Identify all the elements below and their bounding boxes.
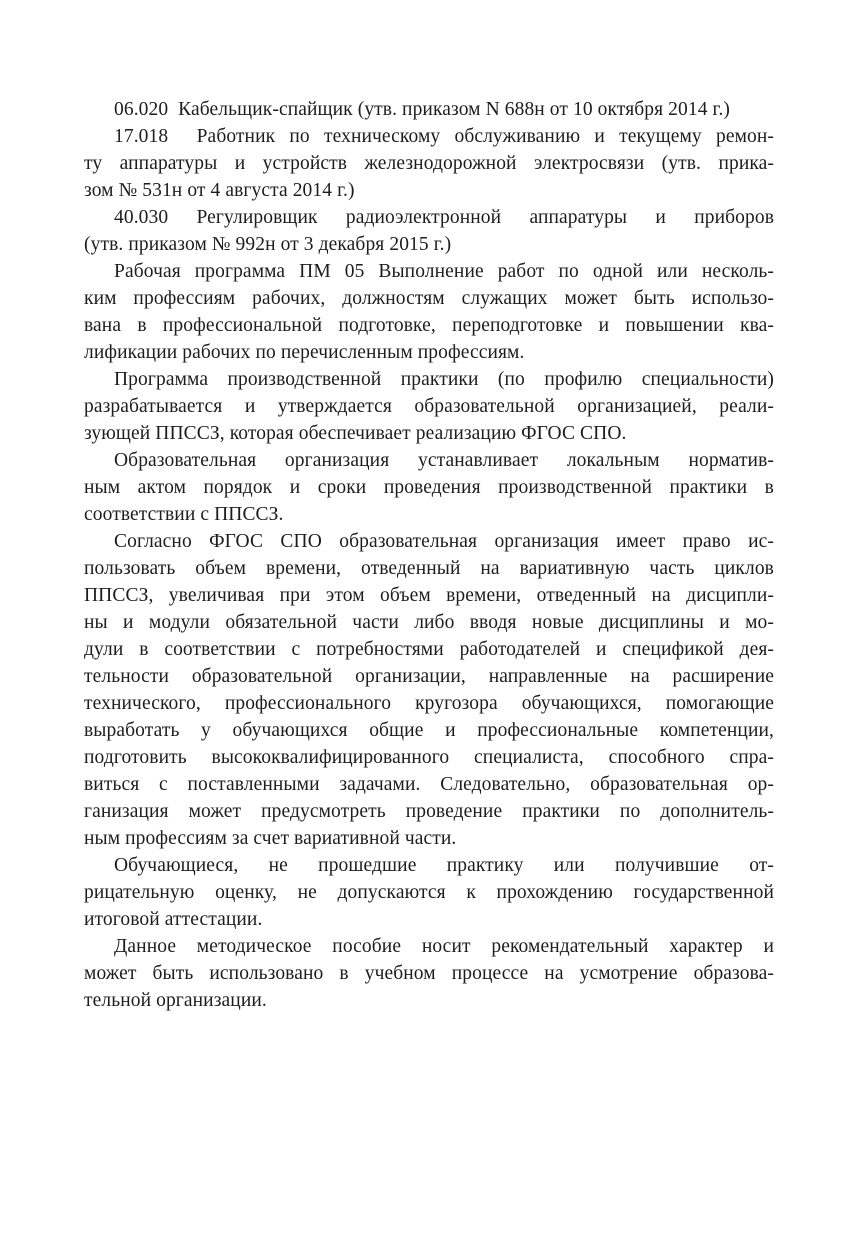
text-line: виться с поставленными задачами. Следовательно, образовательная ор- — [84, 774, 774, 795]
paragraph — [84, 204, 774, 258]
text-line: разрабатывается и утверждается образовательной организацией, реали- — [84, 396, 774, 417]
text-line: 06.020 Кабельщик-спайщик (утв. приказом N 688н от 10 октября 2014 г.) — [114, 99, 731, 120]
paragraph — [84, 258, 774, 366]
text-line: (утв. приказом № 992н от 3 декабря 2015 г.) — [84, 234, 452, 255]
text-line: ным актом порядок и сроки проведения производственной практики в — [84, 477, 774, 498]
text-line: итоговой аттестации. — [84, 909, 263, 930]
text-line: Данное методическое пособие носит рекомендательный характер и — [114, 936, 774, 957]
text-line: Согласно ФГОС СПО образовательная организация имеет право ис- — [114, 531, 774, 552]
text-line: Обучающиеся, не прошедшие практику или получившие от- — [114, 855, 774, 876]
text-line: рицательную оценку, не допускаются к прохождению государственной — [84, 882, 774, 903]
paragraph — [84, 366, 774, 447]
paragraph — [84, 96, 774, 123]
text-block — [84, 96, 774, 1014]
text-line: ким профессиям рабочих, должностям служащих может быть использо- — [84, 288, 774, 309]
text-line: тельной организации. — [84, 990, 267, 1011]
text-line: лификации рабочих по перечисленным профессиям. — [84, 342, 525, 363]
text-line: зующей ППССЗ, которая обеспечивает реализацию ФГОС СПО. — [84, 423, 627, 444]
paragraph — [84, 123, 774, 204]
text-line: пользовать объем времени, отведенный на вариативную часть циклов — [84, 558, 774, 579]
paragraph — [84, 852, 774, 933]
text-line: 17.018 Работник по техническому обслуживанию и текущему ремон- — [114, 126, 774, 147]
text-line: вана в профессиональной подготовке, переподготовке и повышении ква- — [84, 315, 774, 336]
text-line: Рабочая программа ПМ 05 Выполнение работ по одной или несколь- — [114, 261, 774, 282]
text-line: выработать у обучающихся общие и профессиональные компетенции, — [84, 720, 774, 741]
text-line: дули в соответствии с потребностями работодателей и спецификой дея- — [84, 639, 774, 660]
text-line: тельности образовательной организации, направленные на расширение — [84, 666, 774, 687]
text-line: Программа производственной практики (по профилю специальности) — [114, 369, 774, 390]
text-line: ту аппаратуры и устройств железнодорожной электросвязи (утв. прика- — [84, 153, 774, 174]
paragraph — [84, 447, 774, 528]
text-line: может быть использовано в учебном процессе на усмотрение образова- — [84, 963, 774, 984]
text-line: ным профессиям за счет вариативной части. — [84, 828, 457, 849]
text-line: подготовить высококвалифицированного специалиста, способного спра- — [84, 747, 774, 768]
text-line: ППССЗ, увеличивая при этом объем времени, отведенный на дисципли- — [84, 585, 774, 606]
text-line: соответствии с ППССЗ. — [84, 504, 284, 525]
text-line: технического, профессионального кругозора обучающихся, помогающие — [84, 693, 774, 714]
paragraph — [84, 528, 774, 852]
text-line: ганизация может предусмотреть проведение практики по дополнитель- — [84, 801, 774, 822]
text-line: 40.030 Регулировщик радиоэлектронной аппаратуры и приборов — [114, 207, 774, 228]
text-line: ны и модули обязательной части либо вводя новые дисциплины и мо- — [84, 612, 774, 633]
paragraph — [84, 933, 774, 1014]
text-line: Образовательная организация устанавливает локальным норматив- — [114, 450, 774, 471]
text-line: зом № 531н от 4 августа 2014 г.) — [84, 180, 355, 201]
